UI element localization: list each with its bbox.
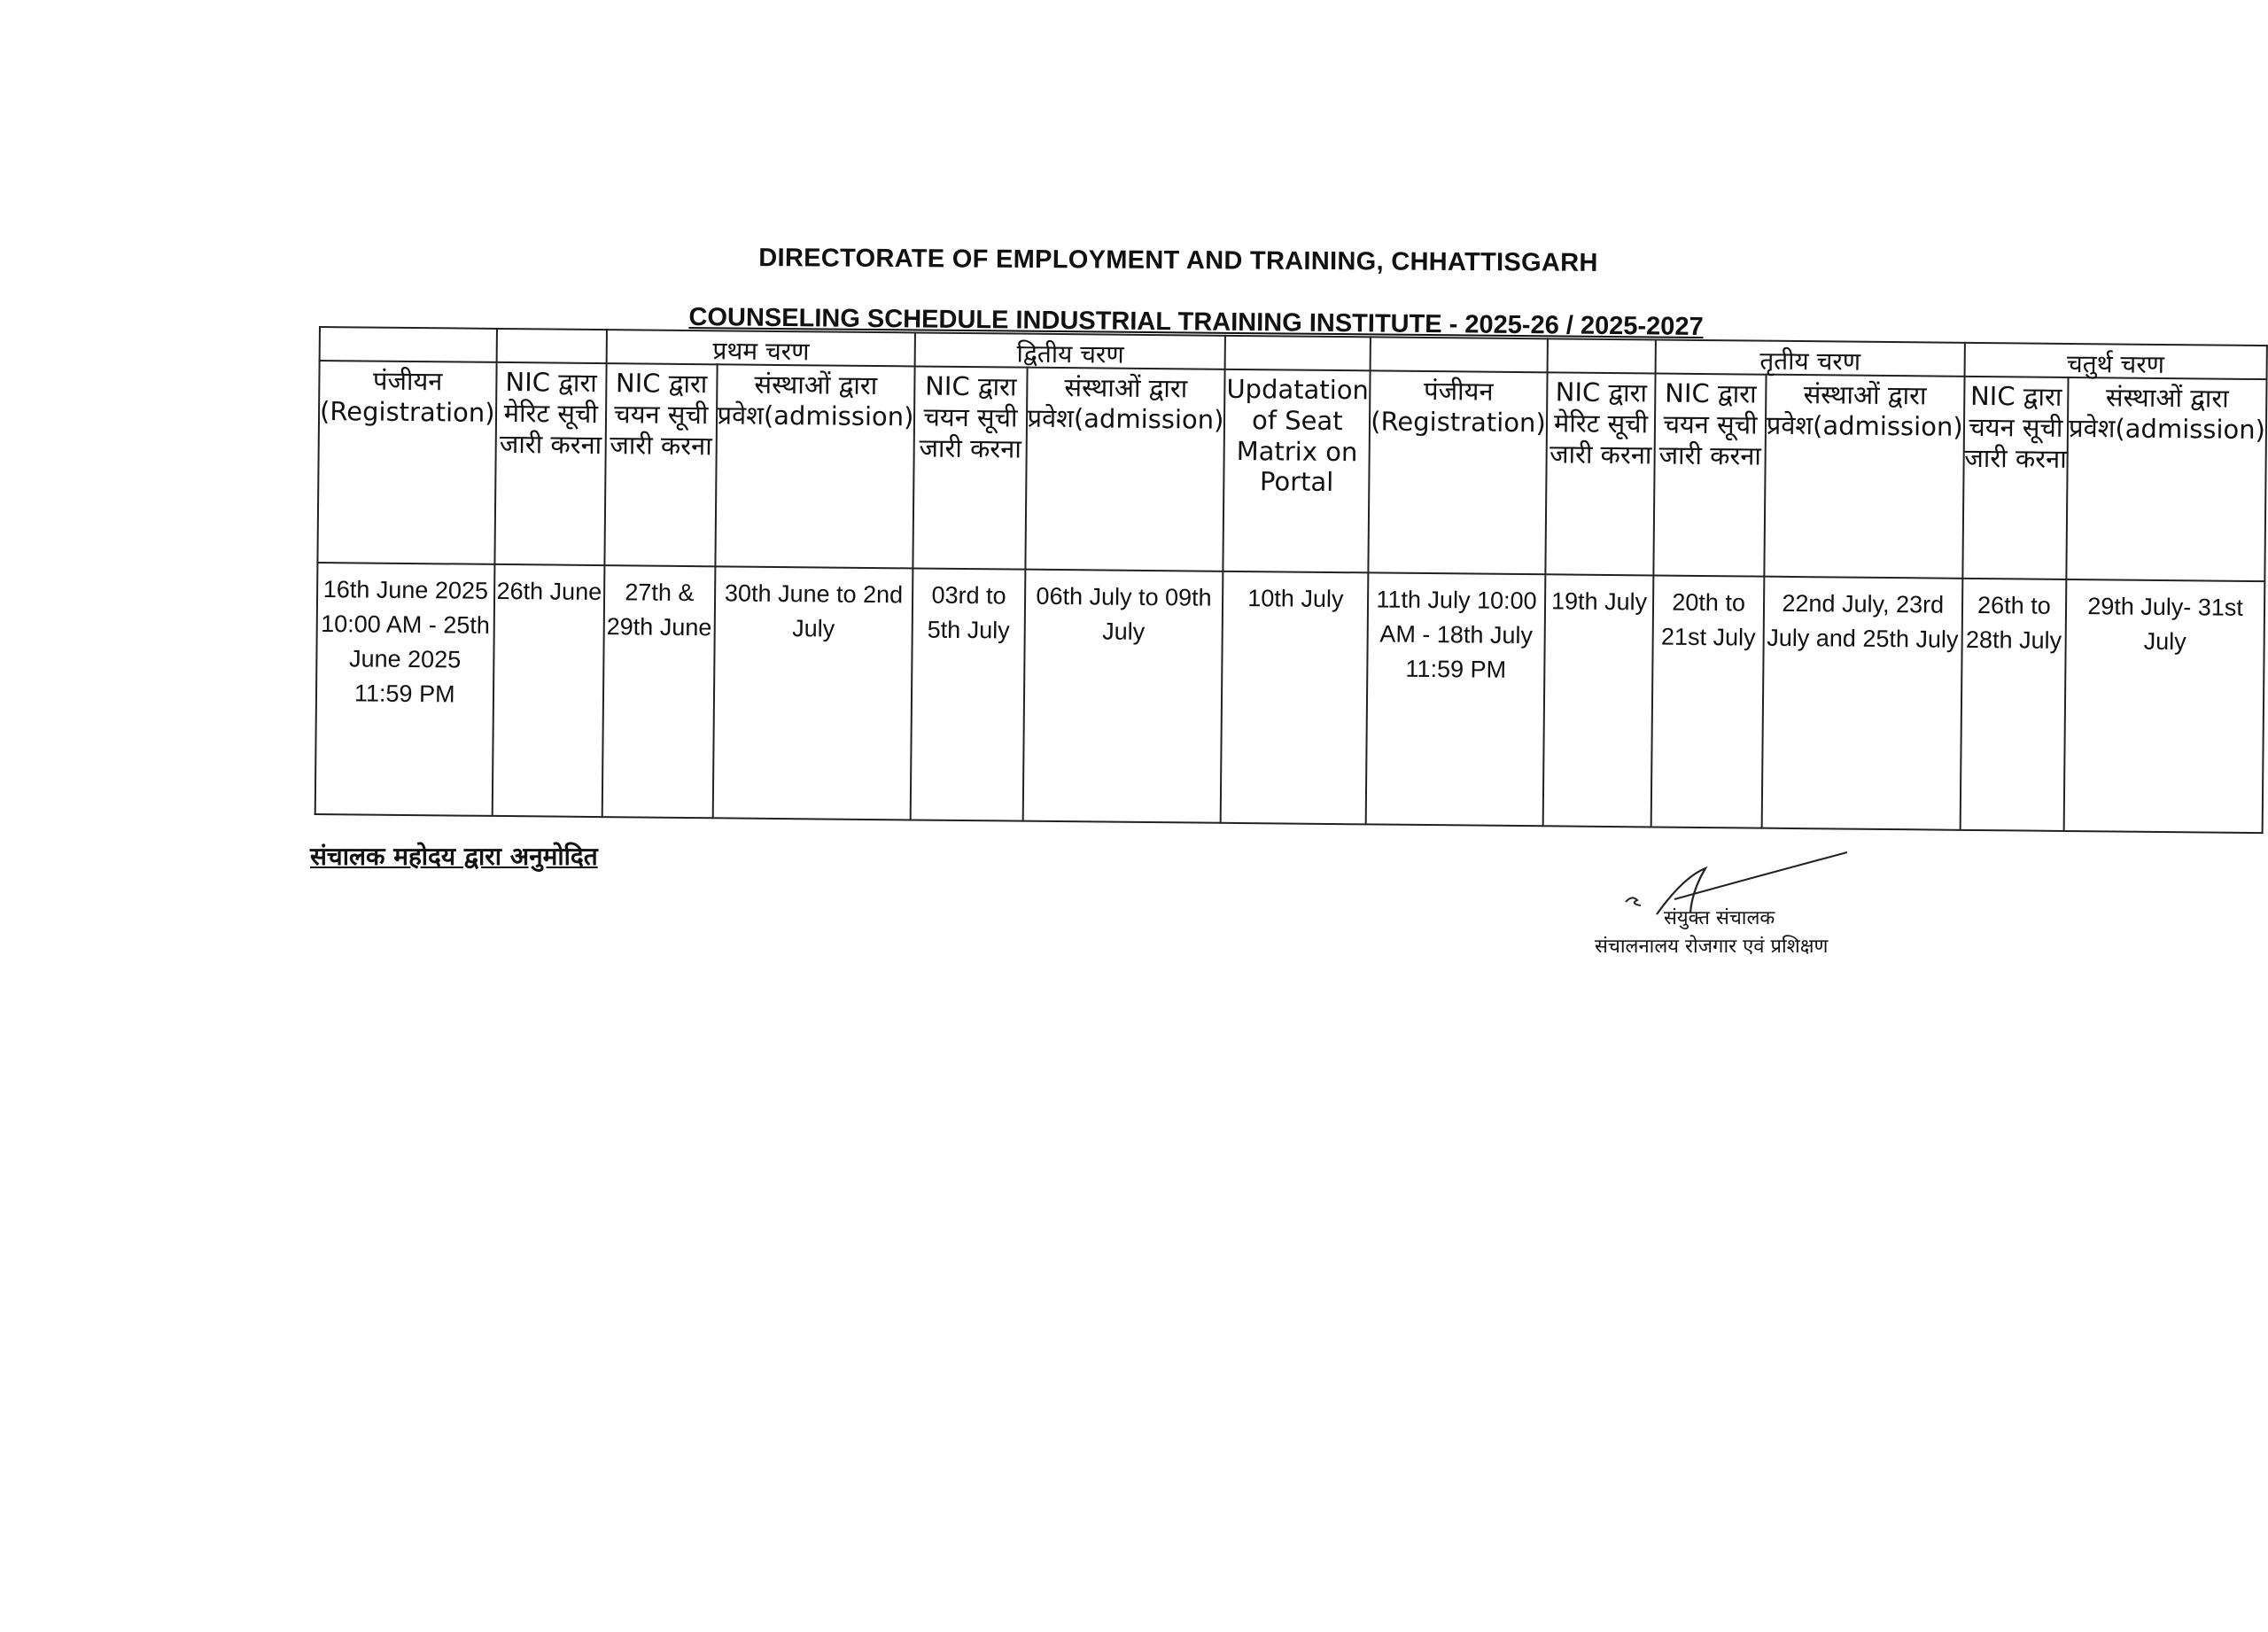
phase-cell-empty [1225,336,1371,371]
column-header: संस्थाओं द्वारा प्रवेश(admission) [715,364,915,568]
date-cell: 26th June [492,564,604,817]
date-cell: 10th July [1221,571,1369,825]
column-header: पंजीयन (Registration) [317,361,496,564]
schedule-block [315,303,2268,834]
date-cell: 06th July to 09th July [1022,570,1223,823]
dates-row [315,563,2265,833]
phase-cell-empty [496,329,607,363]
column-header: Updatation of Seat Matrix on Portal [1223,369,1371,573]
column-header: पंजीयन (Registration) [1369,370,1548,574]
date-cell: 19th July [1542,574,1653,827]
phase-third: तृतीय चरण [1656,339,1965,376]
column-header: संस्थाओं द्वारा प्रवेश(admission) [1764,375,1964,579]
approval-note: संचालक महोदय द्वारा अनुमोदित [310,842,598,871]
column-header: NIC द्वारा चयन सूची जारी करना [1654,373,1767,576]
signatory-office: संचालनालय रोजगार एवं प्रशिक्षण [1595,936,1829,958]
column-header: संस्थाओं द्वारा प्रवेश(admission) [2066,377,2266,581]
date-cell: 27th & 29th June [602,565,715,818]
phase-cell-empty [320,327,497,362]
phase-fourth: चतुर्थ चरण [1964,343,2267,379]
date-cell: 11th July 10:00 AM - 18th July 11:59 PM [1366,572,1545,826]
signatory-title: संयुक्त संचालक [1664,907,1775,929]
schedule-subheading: COUNSELING SCHEDULE INDUSTRIAL TRAINING INSTITUTE - 2025-26 / 2025-2027 [688,303,1704,341]
column-header: NIC द्वारा मेरिट सूची जारी करना [1545,372,1656,575]
counseling-schedule-table [315,326,2268,834]
phase-cell-empty [1547,338,1656,373]
column-header: संस्थाओं द्वारा प्रवेश(admission) [1025,368,1225,571]
column-header: NIC द्वारा मेरिट सूची जारी करना [494,362,607,565]
date-cell: 30th June to 2nd July [712,566,913,820]
date-cell: 16th June 2025 10:00 AM - 25th June 2025 11:59 PM [315,563,494,816]
column-header: NIC द्वारा चयन सूची जारी करना [1962,377,2069,579]
document-heading: DIRECTORATE OF EMPLOYMENT AND TRAINING, CHHATTISGARH [758,244,1598,277]
signature-block [1595,851,1860,975]
date-cell: 03rd to 5th July [911,568,1025,820]
phase-cell-empty [1371,337,1548,372]
date-cell: 20th to 21st July [1651,575,1764,828]
phase-first: प्रथम चरण [607,330,916,366]
phase-second: द्वितीय चरण [915,332,1225,369]
date-cell: 22nd July, 23rd July and 25th July [1761,577,1962,830]
date-cell: 29th July- 31st July [2064,579,2265,833]
date-cell: 26th to 28th July [1960,579,2066,831]
column-header: NIC द्वारा चयन सूची जारी करना [913,366,1027,569]
column-header: NIC द्वारा चयन सूची जारी करना [604,363,717,566]
header-row [317,361,2266,581]
